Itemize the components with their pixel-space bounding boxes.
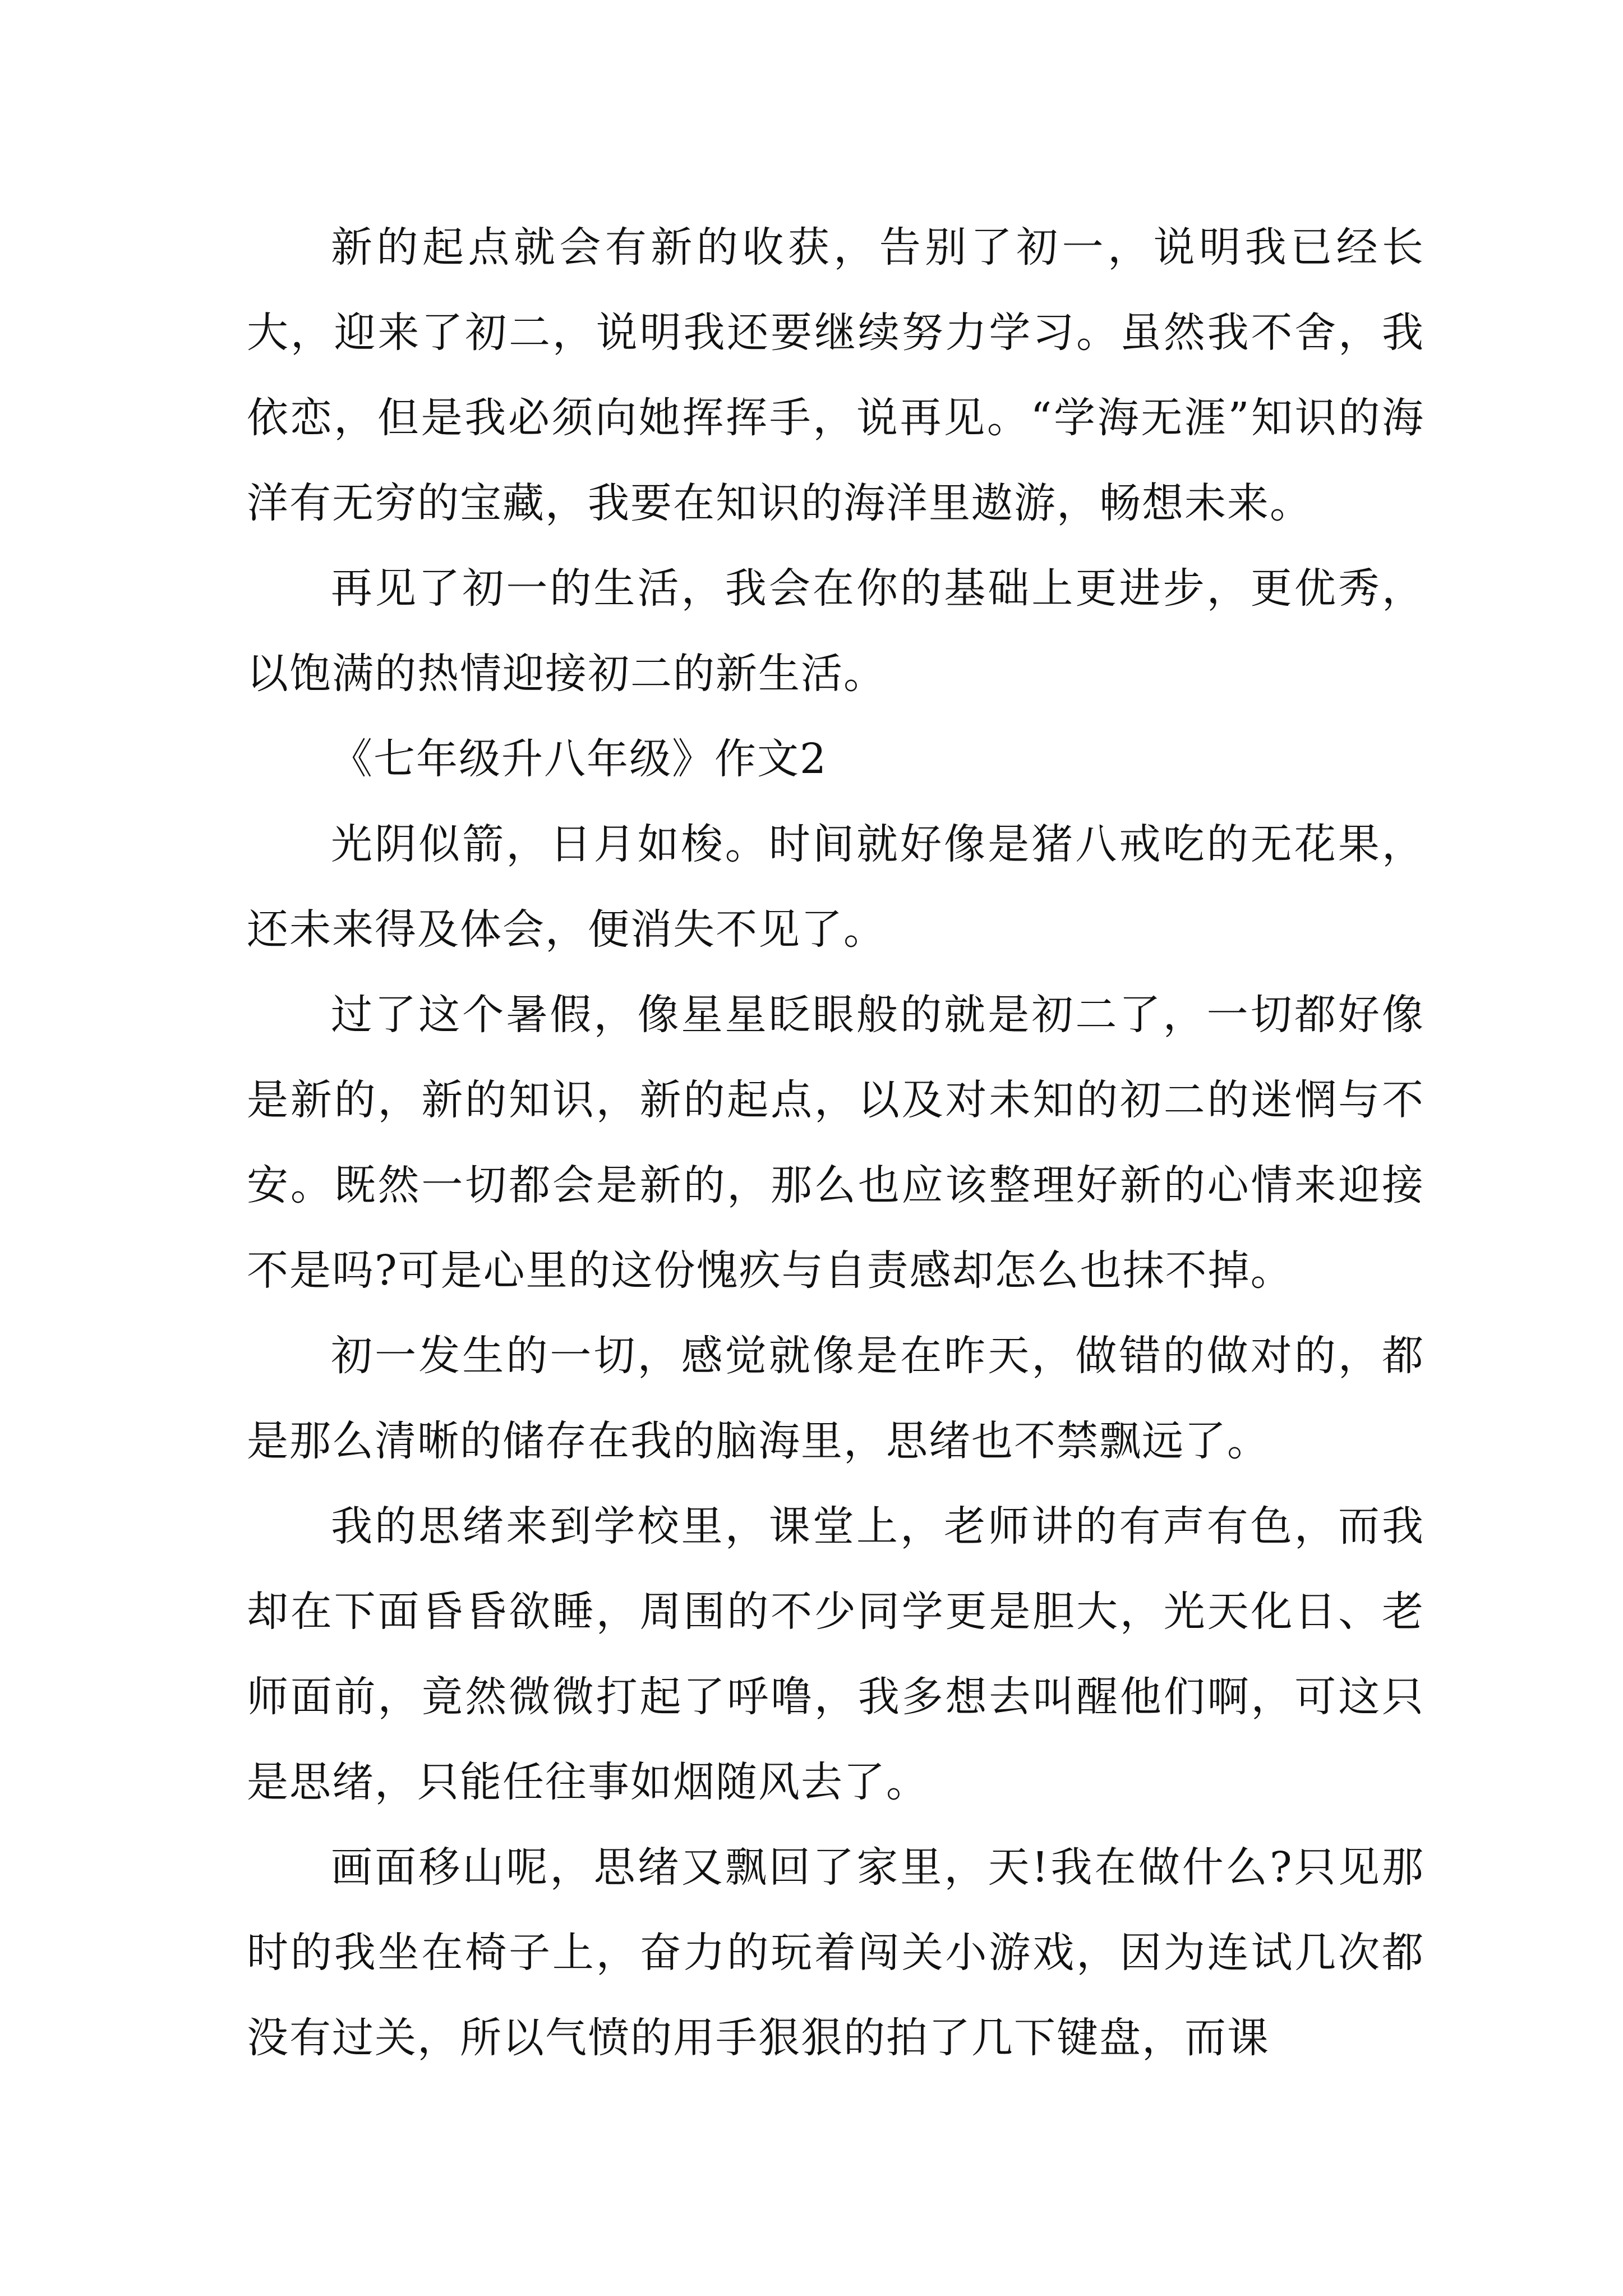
paragraph-2: 再见了初一的生活，我会在你的基础上更进步，更优秀，以饱满的热情迎接初二的新生活。 — [247, 564, 1424, 698]
paragraph-6: 我的思绪来到学校里，课堂上，老师讲的有声有色，而我却在下面昏昏欲睡，周围的不少同学更是胆大，光天化日、老师面前，竟然微微打起了呼噜，我多想去叫醒他们啊，可这只是思绪，只能任往事如烟随风去了。 — [247, 1502, 1424, 1806]
essay-body — [247, 205, 1424, 2081]
paragraph-1: 新的起点就会有新的收获，告别了初一，说明我已经长大，迎来了初二，说明我还要继续努力学习。虽然我不舍，我依恋，但是我必须向她挥挥手，说再见。“学海无涯”知识的海洋有无穷的宝藏，我要在知识的海洋里遨游，畅想未来。 — [247, 223, 1424, 527]
paragraph-3: 光阴似箭，日月如梭。时间就好像是猪八戒吃的无花果，还未来得及体会，便消失不见了。 — [247, 820, 1424, 954]
paragraph-5: 初一发生的一切，感觉就像是在昨天，做错的做对的，都是那么清晰的储存在我的脑海里，思绪也不禁飘远了。 — [247, 1332, 1424, 1465]
paragraph-4: 过了这个暑假，像星星眨眼般的就是初二了，一切都好像是新的，新的知识，新的起点，以及对未知的初二的迷惘与不安。既然一切都会是新的，那么也应该整理好新的心情来迎接不是吗?可是心里的这份愧疚与自责感却怎么也抹不掉。 — [247, 991, 1424, 1295]
essay-title: 《七年级升八年级》作文2 — [331, 735, 828, 783]
paragraph-7: 画面移山呢，思绪又飘回了家里，天!我在做什么?只见那时的我坐在椅子上，奋力的玩着闯关小游戏，因为连试几次都没有过关，所以气愤的用手狠狠的拍了几下键盘，而课 — [247, 1843, 1424, 2062]
